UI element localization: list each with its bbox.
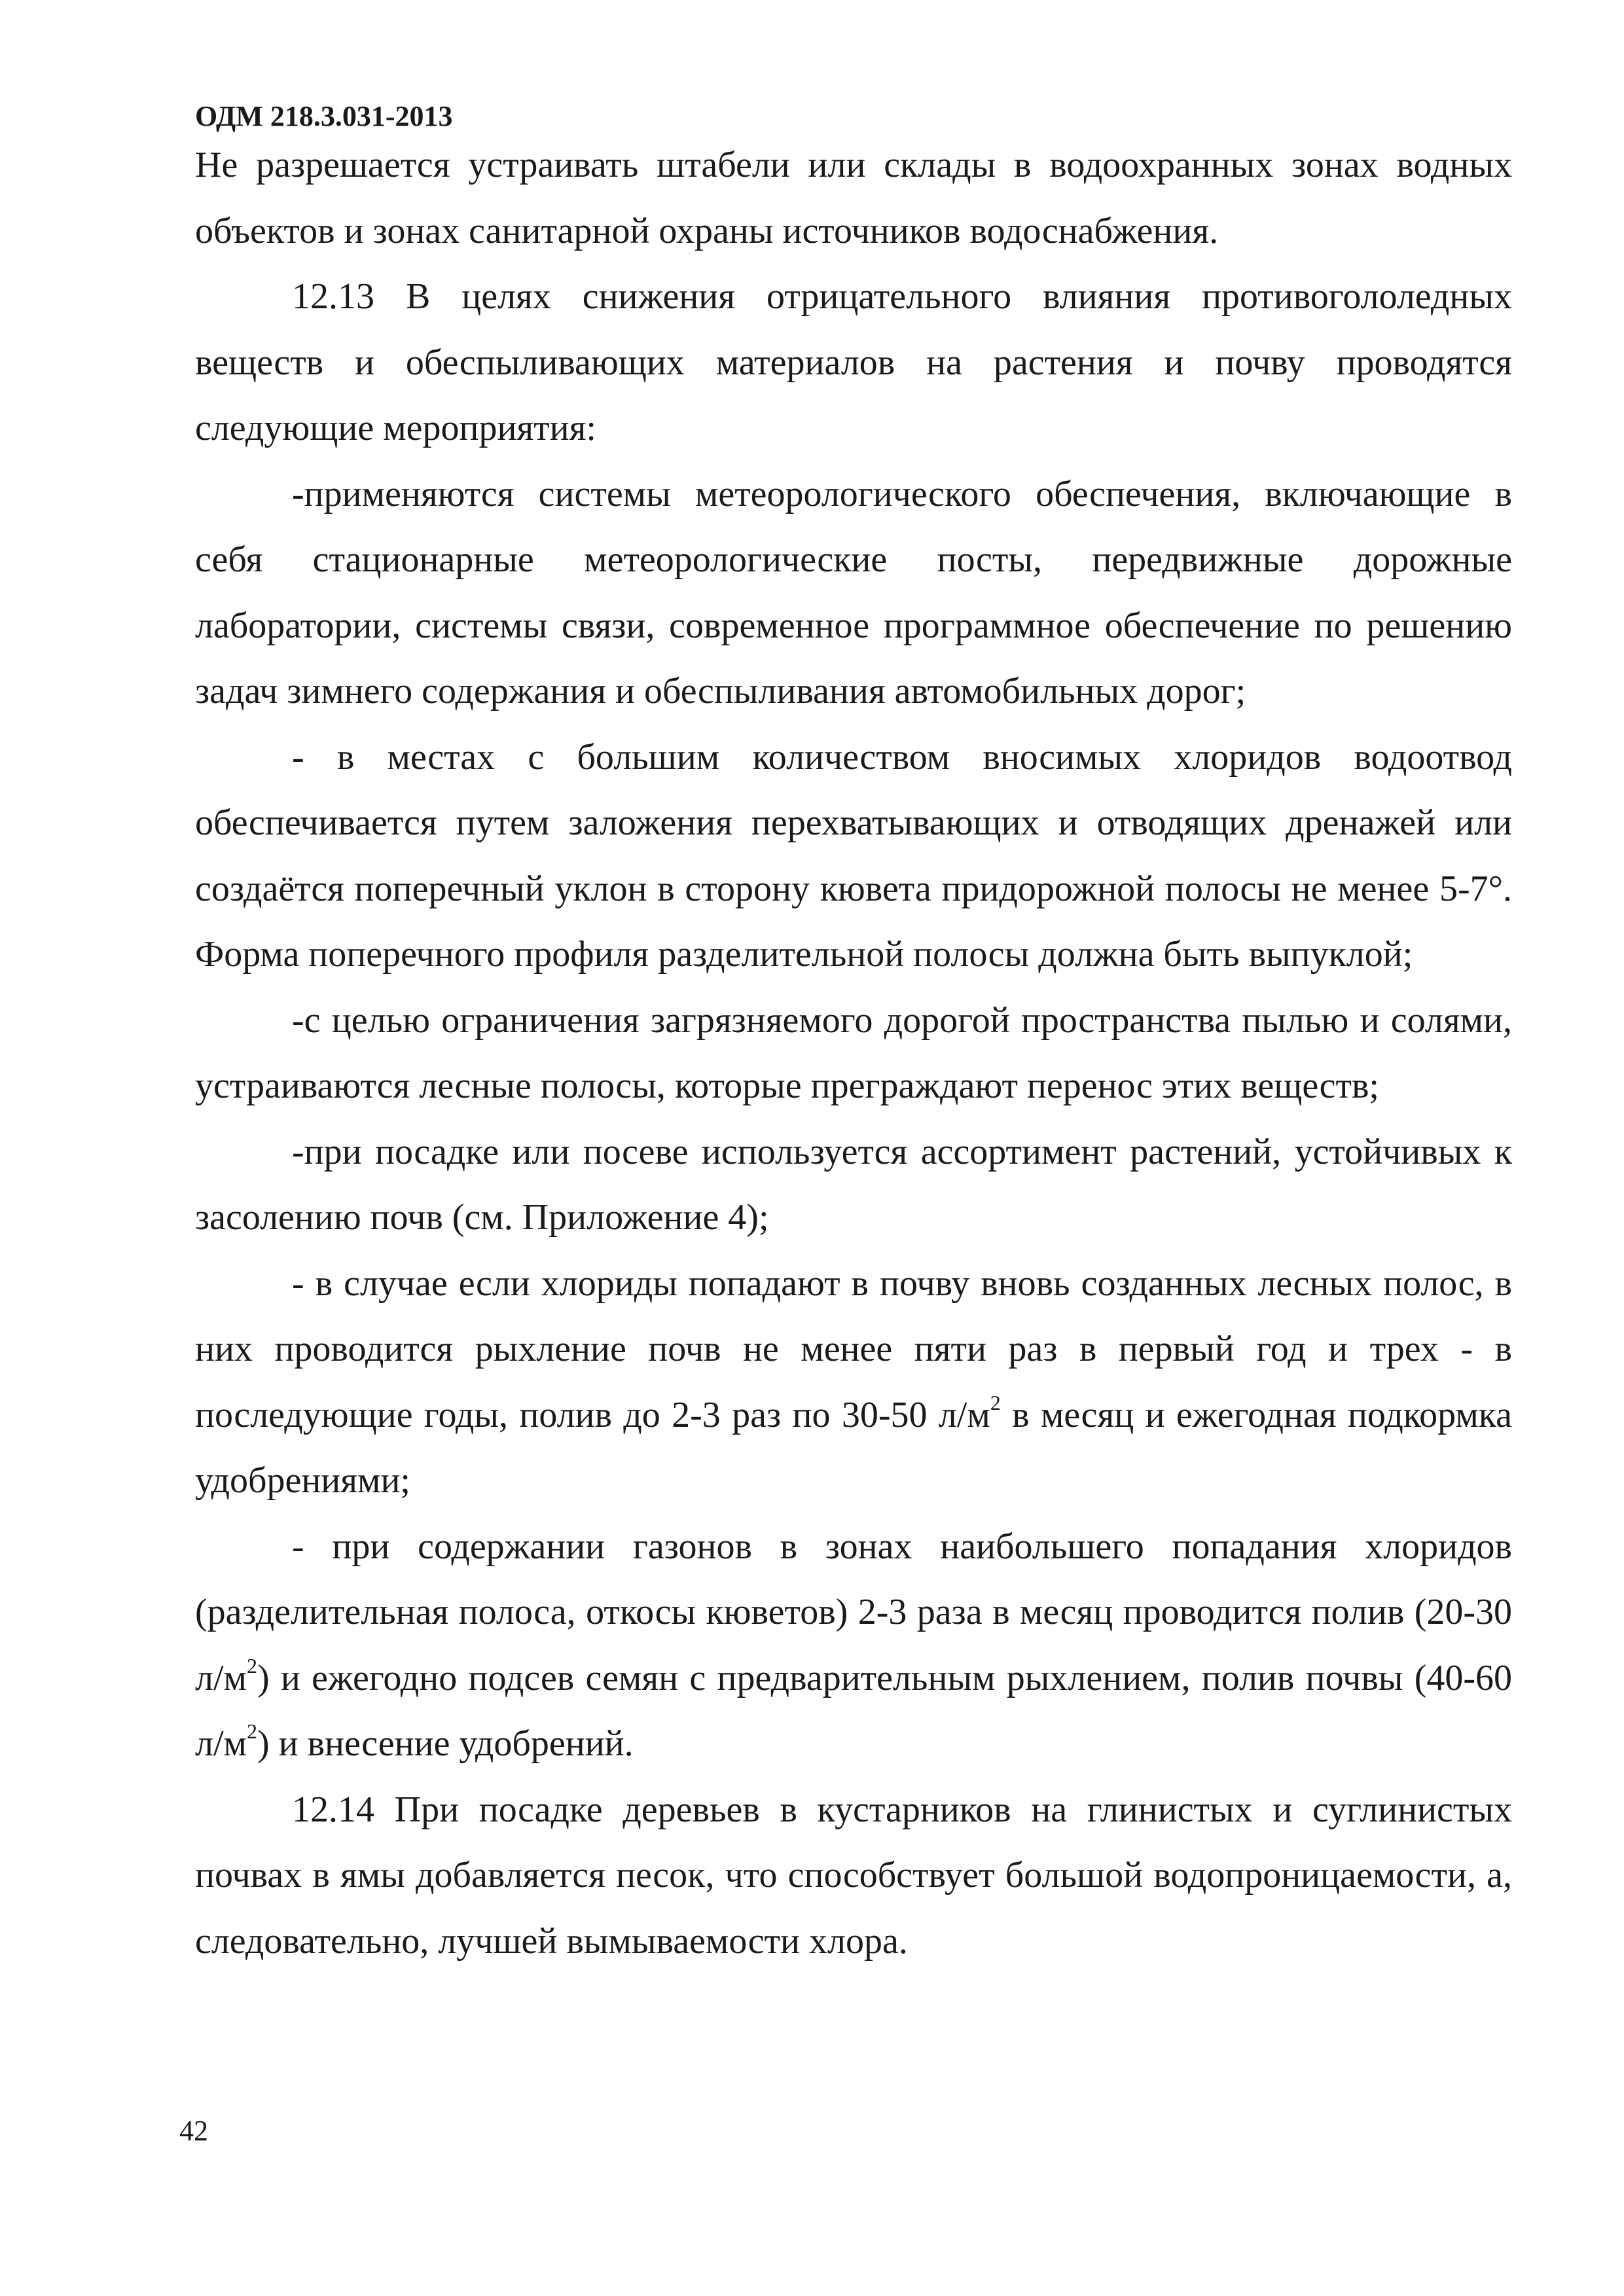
- list-item-forest-belts: -с целью ограничения загрязняемого дорогой пространства пылью и солями, устраиваются лесные полосы, которые преграждают перенос этих веществ;: [195, 999, 1512, 1106]
- list-item-plant-assortment: -при посадке или посеве используется ассортимент растений, устойчивых к засолению почв (см. Приложение 4);: [195, 1131, 1512, 1238]
- list-item-loosening-watering: [195, 1251, 1512, 1514]
- superscript: 2: [990, 1390, 1001, 1414]
- paragraph-12-13-intro: 12.13 В целях снижения отрицательного влияния противогололедных веществ и обеспыливающих материалов на растения и почву проводятся следующие мероприятия:: [195, 276, 1512, 448]
- superscript: 2: [246, 1653, 257, 1677]
- text-segment: - в случае если хлориды попадают в почву вновь созданных лесных полос, в них проводится рыхление почв не менее пяти раз в первый год и трех - в последующие годы, полив до 2-3 раз по 30-50 л/м: [195, 1263, 1512, 1435]
- list-item-meteo-systems: -применяются системы метеорологического обеспечения, включающие в себя стационарные метеорологические посты, передвижные дорожные лаборатории, системы связи, современное программное обеспечение по решению задач зимнего содержания и обеспыливания автомобильных дорог;: [195, 473, 1512, 711]
- document-code: ОДМ 218.3.031-2013: [195, 100, 453, 132]
- text-segment: ) и ежегодно подсев семян с предварительным рыхлением, полив почвы (40-60 л/м: [195, 1657, 1512, 1764]
- superscript: 2: [246, 1719, 257, 1744]
- list-item-drainage: - в местах с большим количеством вносимых хлоридов водоотвод обеспечивается путем заложения перехватывающих и отводящих дренажей или создаётся поперечный уклон в сторону кювета придорожной полосы не менее 5-7°. Форма поперечного профиля разделительной полосы должна быть выпуклой;: [195, 736, 1512, 975]
- list-item-lawn-maintenance: [195, 1514, 1512, 1777]
- document-page: [195, 98, 1512, 1974]
- text-segment: ) и внесение удобрений.: [257, 1723, 634, 1764]
- paragraph-storage-restriction: Не разрешается устраивать штабели или склады в водоохранных зонах водных объектов и зонах санитарной охраны источников водоснабжения.: [195, 145, 1512, 251]
- text-segment: - при содержании газонов в зонах наибольшего попадания хлоридов (разделительная полоса, откосы кюветов) 2-3 раза в месяц проводится полив (20-30 л/м: [195, 1526, 1512, 1698]
- page-number: 42: [179, 2115, 208, 2147]
- paragraph-12-14: 12.14 При посадке деревьев в кустарников на глинистых и суглинистых почвах в ямы добавляется песок, что способствует большой водопроницаемости, а, следовательно, лучшей вымываемости хлора.: [195, 1789, 1512, 1962]
- text-segment: в месяц и ежегодная подкормка удобрениями;: [195, 1394, 1512, 1501]
